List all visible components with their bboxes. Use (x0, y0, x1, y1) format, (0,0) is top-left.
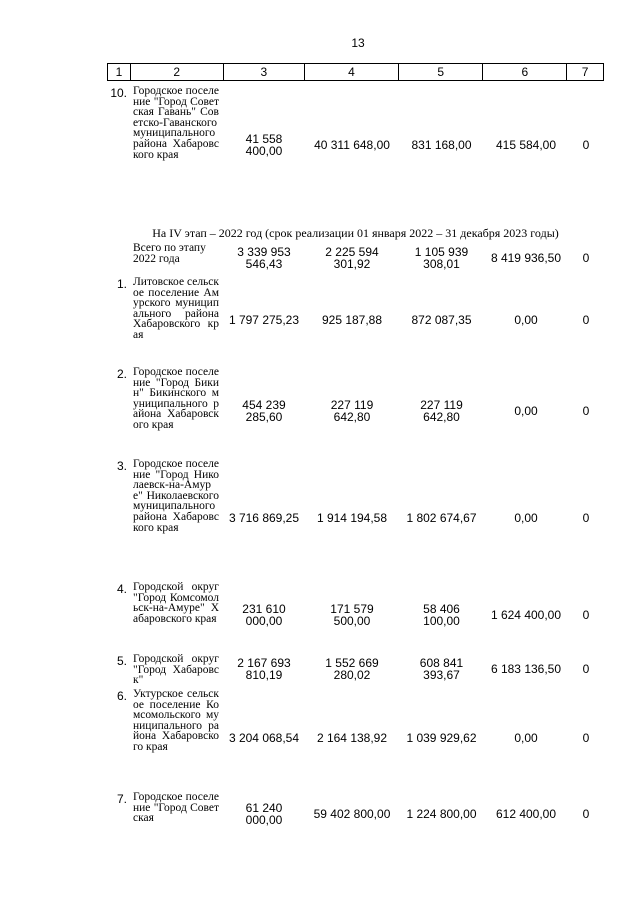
municipality-name: Городское поселение "Город Николаевск-на-Амуре" Николаевского муниципального района Хабаровского края (133, 458, 219, 534)
value-total: 61 240 000,00 (245, 801, 283, 827)
value-fund: 171 579 500,00 (330, 602, 374, 628)
table-header (107, 63, 604, 81)
total-label: Всего по этапу 2022 года (133, 242, 206, 265)
value-region: 1 802 674,67 (406, 511, 477, 525)
value-region: 1 224 800,00 (406, 807, 477, 821)
row-number: 5. (116, 654, 127, 668)
value-local: 612 400,00 (495, 807, 557, 821)
value-local: 1 624 400,00 (490, 608, 562, 622)
value-region: 227 119 642,80 (420, 398, 463, 424)
value-local: 415 584,00 (495, 138, 557, 152)
column-header-2: 2 (131, 64, 224, 80)
table-row (107, 792, 604, 836)
value-local: 0,00 (514, 731, 538, 745)
value-total: 3 204 068,54 (228, 731, 300, 745)
table-row (107, 689, 604, 787)
municipality-name: Городское поселение "Город Советская (133, 791, 219, 825)
row-number: 2. (116, 367, 127, 381)
page-number: 13 (351, 36, 365, 50)
value-fund: 40 311 648,00 (314, 138, 390, 152)
table-row (107, 86, 604, 204)
value-fund: 227 119 642,80 (330, 398, 374, 424)
value-other: 0 (582, 313, 590, 327)
total-row (107, 243, 604, 273)
value-region: 58 406 100,00 (423, 602, 460, 628)
total-value-fund: 2 225 594 301,92 (325, 245, 379, 271)
value-fund: 59 402 800,00 (313, 807, 391, 821)
value-other: 0 (582, 511, 590, 525)
municipality-name: Городское поселение "Город Бикин" Бикинского муниципального района Хабаровского края (133, 366, 219, 431)
table-row (107, 367, 604, 455)
row-number: 4. (116, 582, 127, 596)
value-other: 0 (582, 404, 590, 418)
municipality-name: Уктурское сельское поселение Комсомольского муниципального района Хабаровского края (133, 688, 219, 753)
value-total: 2 167 693 810,19 (237, 656, 291, 682)
municipality-name: Литовское сельское поселение Амурского муниципального района Хабаровского края (133, 276, 219, 341)
value-total: 41 558 400,00 (245, 132, 283, 158)
value-region: 1 039 929,62 (406, 731, 477, 745)
value-local: 6 183 136,50 (490, 662, 562, 676)
value-other: 0 (582, 138, 590, 152)
row-number: 10. (110, 86, 127, 100)
value-region: 608 841 393,67 (419, 656, 464, 682)
value-other: 0 (582, 731, 590, 745)
row-number-empty (107, 243, 130, 273)
row-number: 7. (116, 792, 127, 806)
row-number: 3. (116, 459, 127, 473)
municipality-name: Городской округ "Город Хабаровск" (133, 653, 219, 687)
value-total: 1 797 275,23 (228, 313, 300, 327)
value-fund: 2 164 138,92 (316, 731, 388, 745)
municipality-name: Городское поселение "Город Советская Гавань" Советско-Гаванского муниципального района Хабаровского края (133, 85, 219, 161)
column-header-3: 3 (224, 64, 306, 80)
column-header-1: 1 (108, 64, 131, 80)
total-value-total: 3 339 953 546,43 (237, 245, 291, 271)
row-number: 1. (116, 277, 127, 291)
value-other: 0 (582, 608, 590, 622)
row-number: 6. (116, 689, 127, 703)
value-fund: 1 914 194,58 (316, 511, 388, 525)
value-region: 872 087,35 (411, 313, 472, 327)
column-header-5: 5 (399, 64, 484, 80)
table-row (107, 459, 604, 577)
value-local: 0,00 (514, 404, 538, 418)
table-row (107, 277, 604, 363)
value-fund: 1 552 669 280,02 (325, 656, 379, 682)
value-total: 454 239 285,60 (242, 398, 286, 424)
value-other: 0 (582, 807, 590, 821)
value-region: 831 168,00 (411, 138, 472, 152)
table-row (107, 582, 604, 648)
value-other: 0 (582, 662, 590, 676)
table-row (107, 653, 604, 687)
value-total: 3 716 869,25 (228, 511, 300, 525)
column-header-4: 4 (305, 64, 399, 80)
municipality-name: Городской округ "Город Комсомольск-на-Амуре" Хабаровского края (133, 581, 219, 625)
value-local: 0,00 (514, 313, 538, 327)
value-fund: 925 187,88 (321, 313, 383, 327)
column-header-7: 7 (581, 65, 589, 79)
value-total: 231 610 000,00 (242, 602, 286, 628)
total-value-local: 8 419 936,50 (490, 251, 562, 265)
stage-title: На IV этап – 2022 год (срок реализации 01 января 2022 – 31 декабря 2023 годы) (152, 226, 559, 240)
total-value-other: 0 (582, 251, 590, 265)
total-value-region: 1 105 939 308,01 (414, 245, 469, 271)
value-local: 0,00 (514, 511, 538, 525)
column-header-6: 6 (483, 64, 567, 80)
